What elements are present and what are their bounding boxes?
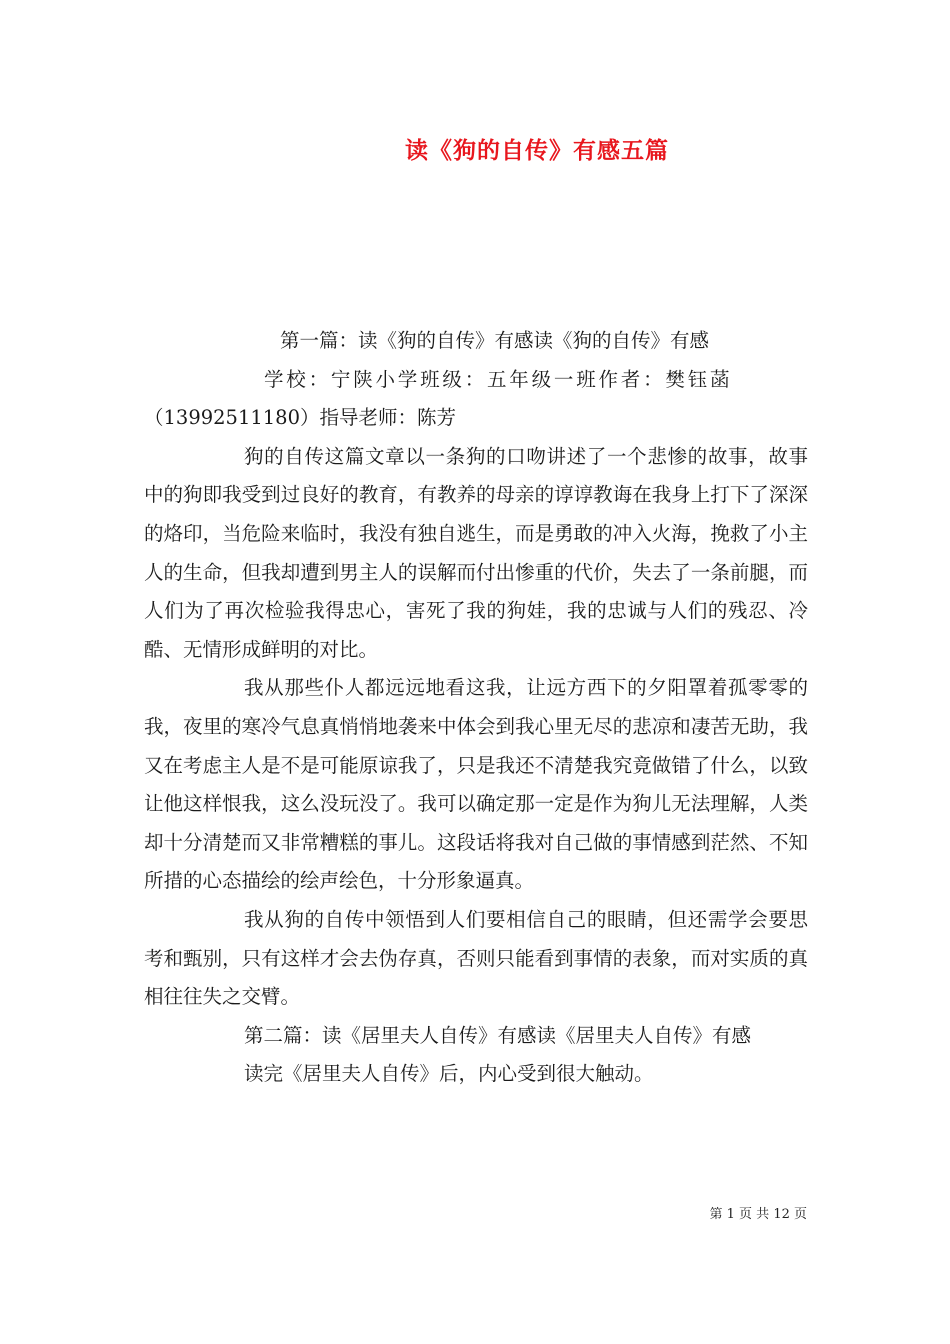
- paragraph-2: 我从那些仆人都远远地看这我，让远方西下的夕阳罩着孤零零的我，夜里的寒冷气息真悄悄地袭来中体会到我心里无尽的悲凉和凄苦无助，我又在考虑主人是不是可能原谅我了，只是我还不清楚我究竟做错了什么，以致让他这样恨我，这么没玩没了。我可以确定那一定是作为狗儿无法理解，人类却十分清楚而又非常糟糕的事儿。这段话将我对自己做的事情感到茫然、不知所措的心态描绘的绘声绘色，十分形象逼真。: [144, 676, 808, 893]
- paragraph-1: 狗的自传这篇文章以一条狗的口吻讲述了一个悲惨的故事，故事中的狗即我受到过良好的教育，有教养的母亲的谆谆教诲在我身上打下了深深的烙印，当危险来临时，我没有独自逃生，而是勇敢的冲入火海，挽救了小主人的生命，但我却遭到男主人的误解而付出惨重的代价，失去了一条前腿，而人们为了再次检验我得忠心，害死了我的狗娃，我的忠诚与人们的残忍、冷酷、无情形成鲜明的对比。: [144, 444, 808, 661]
- section-1-heading: 第一篇：读《狗的自传》有感读《狗的自传》有感: [280, 329, 710, 352]
- paragraph-4: 读完《居里夫人自传》后，内心受到很大触动。: [244, 1062, 654, 1086]
- document-title: 读《狗的自传》有感五篇: [405, 137, 669, 164]
- author-info-line: 学校：宁陕小学班级：五年级一班作者：樊钰菡: [264, 367, 733, 391]
- document-body: [144, 322, 808, 1094]
- page-number-footer: 第 1 页 共 12 页: [709, 1207, 807, 1222]
- section-2-heading: 第二篇：读《居里夫人自传》有感读《居里夫人自传》有感: [244, 1023, 752, 1047]
- paragraph-3: 我从狗的自传中领悟到人们要相信自己的眼睛，但还需学会要思考和甄别，只有这样才会去伪存真，否则只能看到事情的表象，而对实质的真相往往失之交臂。: [144, 907, 808, 1009]
- author-info-line-2: （13992511180）指导老师：陈芳: [144, 406, 456, 430]
